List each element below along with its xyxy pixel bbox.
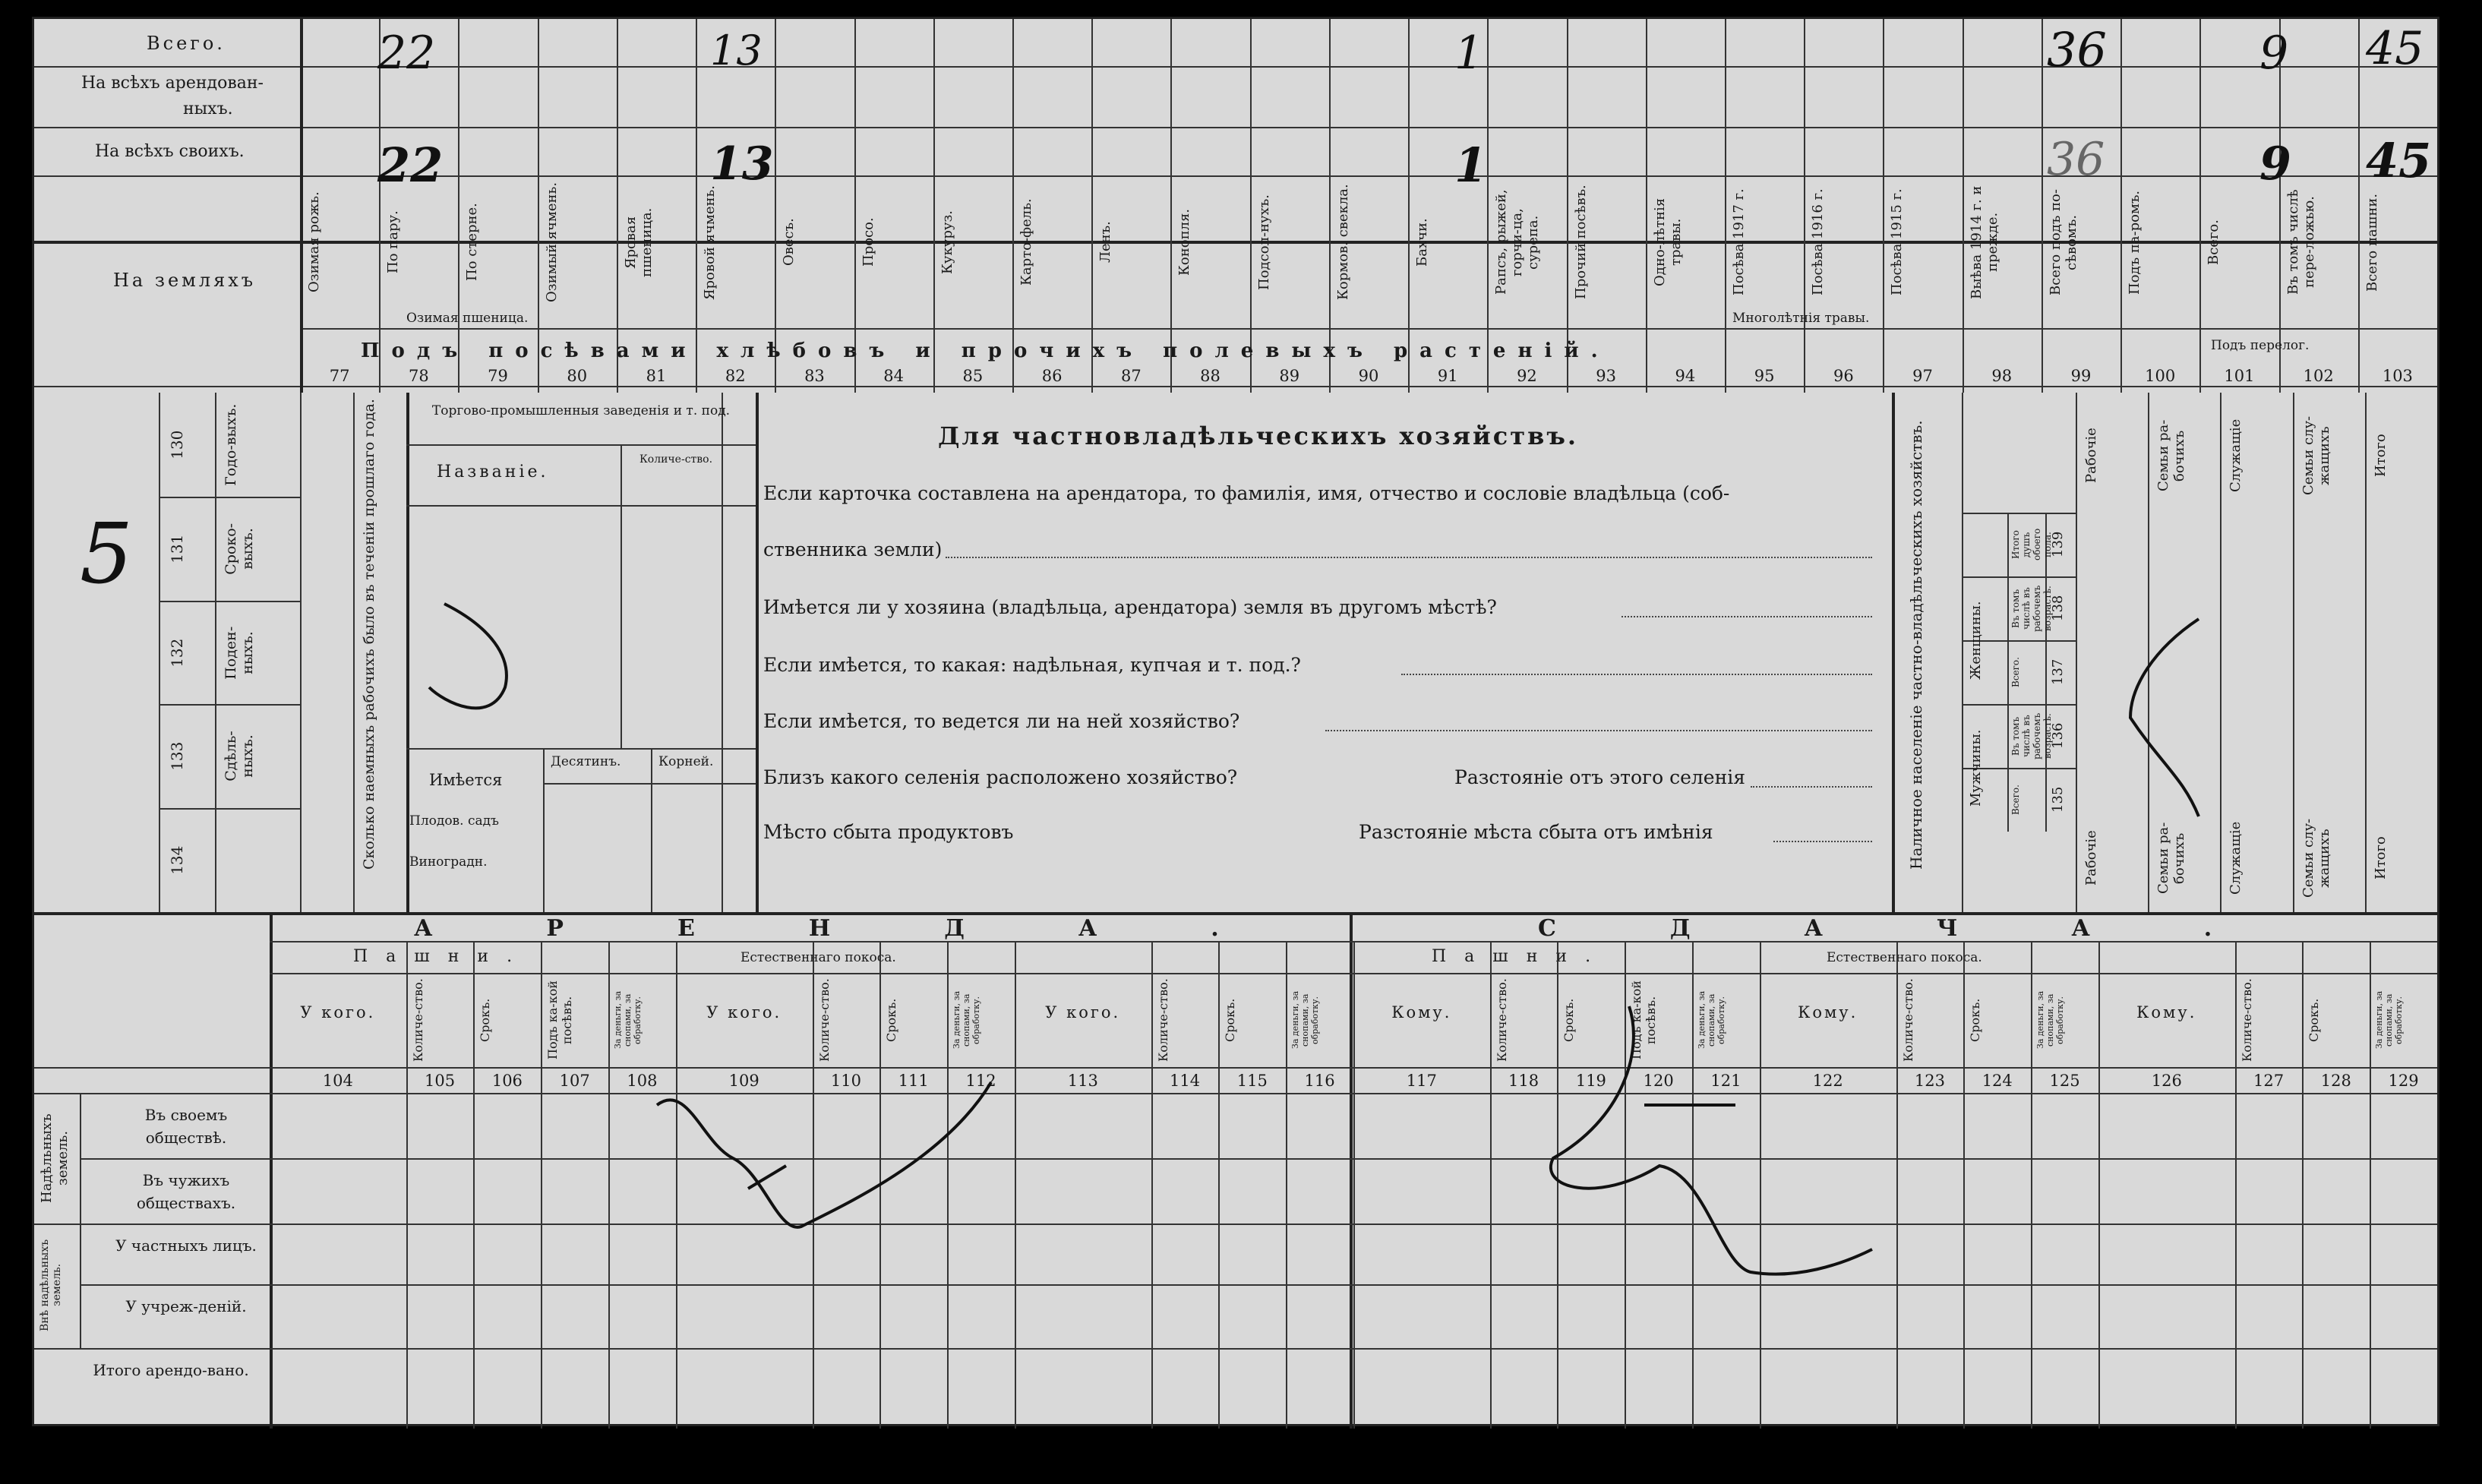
pop-label-138: Въ томъ числѣ въ рабочемъ возрастѣ.: [2010, 585, 2053, 632]
pop-label-135: Всего.: [2010, 785, 2021, 815]
pen-strokes: [34, 19, 2442, 1429]
bottom-header-110: Количе-ство.: [816, 978, 832, 1062]
hand-svoikh-82: 13: [710, 137, 774, 191]
bottom-header-128: Срокъ.: [2307, 998, 2322, 1042]
hand-vsego-101: 9: [2259, 27, 2289, 80]
trade-title: Торгово-промышленныя заведенія и т. под.: [431, 403, 731, 418]
nadel-label: Надѣльныхъ земель.: [39, 1113, 71, 1203]
bottom-header-115: Срокъ.: [1223, 998, 1238, 1042]
crop-header-95: Посѣва 1917 г.: [1731, 188, 1747, 296]
crop-header-80: Озимый ячмень.: [543, 182, 560, 303]
bottom-num-125: 125: [2049, 1072, 2080, 1090]
bottom-num-109: 109: [728, 1072, 759, 1090]
workers-title: Сколько наемныхъ рабочихъ было въ теченіи прошлаго года.: [361, 399, 377, 870]
bottom-header-114: Количе-ство.: [1155, 978, 1170, 1062]
census-card: [32, 17, 2439, 1426]
bottom-header-125: За деньги, за снопами, за обработку.: [2035, 990, 2066, 1050]
arenda-title: АРЕНДА.: [414, 915, 1333, 942]
trade-qty-header: Количе-ство.: [639, 453, 713, 466]
q1b: ственника земли): [763, 538, 943, 560]
bottom-header-126: Кому.: [2136, 1003, 2197, 1021]
crop-num-84: 84: [883, 367, 905, 385]
crop-header-96: Посѣва 1916 г.: [1810, 188, 1827, 296]
crop-header-82: Яровой ячмень.: [702, 185, 718, 300]
bottom-header-106: Срокъ.: [478, 998, 493, 1042]
crop-num-83: 83: [804, 367, 825, 385]
bottom-header-119: Срокъ.: [1562, 998, 1577, 1042]
q4: Если имѣется, то ведется ли на ней хозяйство?: [763, 710, 1240, 732]
q6b: Разстояніе мѣста сбыта отъ имѣнія: [1359, 821, 1713, 843]
bottom-header-104: У кого.: [300, 1003, 376, 1021]
crop-num-90: 90: [1358, 367, 1379, 385]
crop-num-79: 79: [488, 367, 508, 385]
bottom-num-116: 116: [1304, 1072, 1335, 1090]
private-title: Для частновладѣльческихъ хозяйствъ.: [938, 422, 1578, 450]
bottom-header-129: За деньги, за снопами, за обработку.: [2374, 990, 2405, 1050]
bottom-header-117: Кому.: [1391, 1003, 1452, 1021]
vinograd-label: Виноградн.: [409, 854, 488, 870]
bottom-header-112: За деньги, за снопами, за обработку.: [952, 990, 982, 1050]
crop-num-100: 100: [2145, 367, 2176, 385]
crop-header-84: Просо.: [860, 217, 876, 267]
worker-num-130: 130: [168, 430, 186, 459]
bottom-row-label-2: У частныхъ лицъ.: [115, 1236, 257, 1255]
bottom-header-120: Подъ ка-кой посѣвъ.: [1629, 980, 1659, 1059]
worker-label-131: Сроко-выхъ.: [223, 523, 256, 575]
crop-header-88: Конопля.: [1176, 208, 1193, 276]
right-top-1: Семьи ра-бочихъ: [2155, 419, 2188, 492]
ozimaya-pshenitsa-label: Озимая пшеница.: [406, 311, 529, 326]
right-bot-2: Служащіе: [2228, 821, 2244, 895]
bottom-row-label-3: У учреж-деній.: [125, 1297, 247, 1315]
sdacha-pashni: Пашни.: [1432, 947, 1609, 966]
worker-label-133: Сдѣль-ныхъ.: [223, 731, 256, 782]
crop-num-86: 86: [1041, 367, 1063, 385]
crop-num-89: 89: [1279, 367, 1300, 385]
pop-num-137: 137: [2050, 658, 2066, 686]
hand-vsego-77: 22: [377, 27, 436, 80]
worker-num-134: 134: [168, 845, 186, 875]
worker-num-131: 131: [168, 534, 186, 564]
bottom-num-127: 127: [2253, 1072, 2285, 1090]
bottom-num-106: 106: [491, 1072, 523, 1090]
crop-header-91: Бахчи.: [1414, 218, 1431, 267]
row-label-vsego: Всего.: [147, 33, 226, 54]
crop-num-98: 98: [1991, 367, 2013, 385]
bottom-num-123: 123: [1914, 1072, 1945, 1090]
crop-num-97: 97: [1912, 367, 1933, 385]
pop-label-139: Итого душъ обоего пола.: [2010, 528, 2053, 561]
bottom-num-105: 105: [425, 1072, 456, 1090]
hand-left-number: 5: [80, 505, 133, 602]
bottom-num-114: 114: [1169, 1072, 1201, 1090]
crop-num-87: 87: [1120, 367, 1142, 385]
plodov-label: Плодов. садъ: [409, 813, 499, 829]
bottom-num-108: 108: [627, 1072, 658, 1090]
hand-svoikh-101: 9: [2259, 137, 2291, 191]
muzh-label: Мужчины.: [1968, 729, 1984, 807]
pop-num-135: 135: [2050, 786, 2066, 813]
hand-vsego-99: 36: [2047, 22, 2107, 77]
crop-header-100: Подъ па-ромъ.: [2127, 190, 2143, 295]
bottom-num-129: 129: [2388, 1072, 2419, 1090]
bottom-header-122: Кому.: [1798, 1003, 1858, 1021]
crop-num-78: 78: [408, 367, 429, 385]
bottom-num-120: 120: [1643, 1072, 1674, 1090]
bottom-num-122: 122: [1812, 1072, 1843, 1090]
row-label-na-zemlyakh: На земляхъ: [113, 270, 257, 291]
right-bot-4: Итого: [2372, 836, 2389, 880]
desyatin-label: Десятинъ.: [551, 754, 621, 769]
crop-header-102: Въ томъ числѣ пере-ложью.: [2285, 189, 2317, 295]
crop-num-96: 96: [1833, 367, 1854, 385]
bottom-row-label-4: Итого арендо-вано.: [93, 1361, 249, 1379]
arenda-pokos: Естественнаго покоса.: [740, 950, 896, 965]
bottom-num-115: 115: [1236, 1072, 1268, 1090]
bottom-header-118: Количе-ство.: [1494, 978, 1509, 1062]
sdacha-title: СДАЧА.: [1538, 915, 2326, 942]
pop-num-136: 136: [2050, 722, 2066, 750]
crop-header-90: Кормов. свекла.: [1334, 184, 1351, 301]
hand-vsego-82: 13: [710, 27, 763, 74]
crop-header-103: Всего пашни.: [2364, 193, 2380, 292]
crop-num-88: 88: [1200, 367, 1220, 385]
hand-svoikh-99: 36: [2047, 133, 2105, 186]
crop-num-82: 82: [725, 367, 746, 385]
crop-num-81: 81: [646, 367, 667, 385]
crop-header-98: Выѣва 1914 г. и прежде.: [1968, 185, 2000, 299]
right-top-4: Итого: [2372, 434, 2389, 478]
bottom-header-127: Количе-ство.: [2239, 978, 2254, 1062]
q1a: Если карточка составлена на арендатора, то фамилія, имя, отчество и сословіе владѣльца (соб-: [763, 482, 1730, 504]
bottom-header-108: За деньги, за снопами, за обработку.: [613, 990, 643, 1050]
row-label-svoikh: На всѣхъ своихъ.: [95, 142, 245, 161]
hand-svoikh-77: 22: [377, 137, 444, 193]
hand-vsego-103: 45: [2366, 22, 2424, 75]
bottom-header-107: Подъ ка-кой посѣвъ.: [545, 980, 575, 1059]
crop-num-85: 85: [962, 367, 984, 385]
q5a: Близъ какого селенія расположено хозяйство?: [763, 766, 1238, 788]
q2: Имѣется ли у хозяина (владѣльца, арендатора) земля въ другомъ мѣстѣ?: [763, 596, 1497, 618]
bottom-header-113: У кого.: [1045, 1003, 1121, 1021]
row-label-arend-2: ныхъ.: [183, 99, 233, 118]
pop-num-139: 139: [2050, 531, 2066, 558]
bottom-num-126: 126: [2151, 1072, 2182, 1090]
bottom-row-label-0: Въ своемъ обществѣ.: [144, 1106, 228, 1147]
bottom-num-104: 104: [322, 1072, 353, 1090]
right-top-0: Рабочіе: [2083, 428, 2099, 484]
q3: Если имѣется, то какая: надѣльная, купчая и т. под.?: [763, 654, 1301, 676]
crops-banner: Подъ посѣвами хлѣбовъ и прочихъ полевыхъ растеній.: [361, 339, 1610, 362]
zhen-label: Женщины.: [1968, 601, 1984, 680]
worker-num-132: 132: [168, 637, 186, 668]
crop-header-97: Посѣва 1915 г.: [1889, 188, 1906, 296]
crop-header-85: Кукуруз.: [939, 210, 955, 275]
crop-num-92: 92: [1517, 367, 1537, 385]
crop-header-94: Одно-лѣтнія травы.: [1651, 197, 1684, 287]
right-bot-0: Рабочіе: [2083, 830, 2099, 886]
right-bot-3: Семьи слу-жащихъ: [2300, 818, 2332, 898]
pop-label-137: Всего.: [2010, 657, 2021, 687]
bottom-num-121: 121: [1710, 1072, 1742, 1090]
sdacha-pokos: Естественнаго покоса.: [1827, 950, 1982, 965]
trade-name-header: Названіе.: [437, 463, 549, 482]
crop-num-91: 91: [1437, 367, 1458, 385]
crop-header-81: Яровая пшеница.: [622, 207, 655, 277]
hand-vsego-91: 1: [1454, 27, 1484, 80]
worker-num-133: 133: [168, 741, 186, 771]
hand-svoikh-91: 1: [1454, 137, 1488, 193]
bottom-header-116: За деньги, за снопами, за обработку.: [1290, 990, 1321, 1050]
worker-label-130: Годо-выхъ.: [223, 403, 239, 486]
crop-num-80: 80: [567, 367, 588, 385]
pod-perelog-label: Подъ перелог.: [2211, 338, 2310, 353]
bottom-num-107: 107: [559, 1072, 590, 1090]
vne-label: Внѣ надѣльныхъ земель.: [39, 1239, 63, 1331]
worker-label-132: Поден-ныхъ.: [223, 625, 256, 680]
crop-header-101: Всего.: [2206, 219, 2222, 265]
right-bot-1: Семьи ра-бочихъ: [2155, 822, 2188, 895]
bottom-header-105: Количе-ство.: [410, 978, 425, 1062]
crop-header-92: Рапсъ, рыжей, горчи-ца, сурепа.: [1493, 189, 1542, 295]
bottom-num-117: 117: [1406, 1072, 1437, 1090]
crop-header-79: По стерне.: [464, 203, 481, 282]
bottom-num-110: 110: [830, 1072, 861, 1090]
crop-header-99: Всего подъ по-сѣвомъ.: [2047, 189, 2079, 295]
bottom-num-119: 119: [1575, 1072, 1606, 1090]
crop-num-99: 99: [2070, 367, 2092, 385]
hand-svoikh-103: 45: [2366, 133, 2432, 188]
crop-header-86: Карто-фель.: [1018, 198, 1034, 286]
crop-num-93: 93: [1596, 367, 1617, 385]
nalich-title: Наличное населеніе частно-владѣльческихъ хозяйствъ.: [1907, 420, 1925, 870]
bottom-row-label-1: Въ чужихъ обществахъ.: [136, 1171, 236, 1212]
bottom-num-113: 113: [1067, 1072, 1098, 1090]
arenda-pashni: Пашни.: [353, 947, 531, 966]
bottom-num-124: 124: [1981, 1072, 2013, 1090]
crop-num-95: 95: [1754, 367, 1775, 385]
bottom-header-111: Срокъ.: [884, 998, 899, 1042]
right-top-2: Служащіе: [2228, 418, 2244, 493]
crop-header-87: Ленъ.: [1097, 221, 1114, 264]
crop-num-101: 101: [2224, 367, 2255, 385]
bottom-header-121: За деньги, за снопами, за обработку.: [1697, 990, 1727, 1050]
q5b: Разстояніе отъ этого селенія: [1454, 766, 1746, 788]
crop-num-102: 102: [2303, 367, 2334, 385]
crop-header-77: Озимая рожь.: [306, 191, 322, 293]
crop-num-94: 94: [1675, 367, 1696, 385]
bottom-num-112: 112: [965, 1072, 996, 1090]
imeetsya-label: Имѣется: [429, 771, 503, 789]
right-top-3: Семьи слу-жащихъ: [2300, 415, 2332, 496]
q6a: Мѣсто сбыта продуктовъ: [763, 821, 1014, 843]
pop-label-136: Въ томъ числѣ въ рабочемъ возрастѣ.: [2010, 712, 2053, 759]
bottom-num-118: 118: [1508, 1072, 1539, 1090]
bottom-num-128: 128: [2320, 1072, 2351, 1090]
row-label-arend: На всѣхъ арендован-: [81, 74, 264, 93]
crop-num-77: 77: [329, 367, 350, 385]
bottom-header-123: Количе-ство.: [1900, 978, 1915, 1062]
bottom-header-109: У кого.: [706, 1003, 782, 1021]
crop-num-103: 103: [2382, 367, 2413, 385]
crop-header-89: Подсол-нухъ.: [1255, 194, 1272, 290]
crop-header-78: По пару.: [385, 210, 402, 274]
pop-num-138: 138: [2050, 595, 2066, 622]
mnogolet-label: Многолѣтнія травы.: [1732, 311, 1870, 326]
bottom-num-111: 111: [898, 1072, 929, 1090]
crop-header-83: Овесъ.: [781, 218, 797, 267]
korney-label: Корней.: [658, 754, 714, 769]
crop-header-93: Прочий посѣвъ.: [1572, 185, 1589, 300]
bottom-header-124: Срокъ.: [1968, 998, 1983, 1042]
